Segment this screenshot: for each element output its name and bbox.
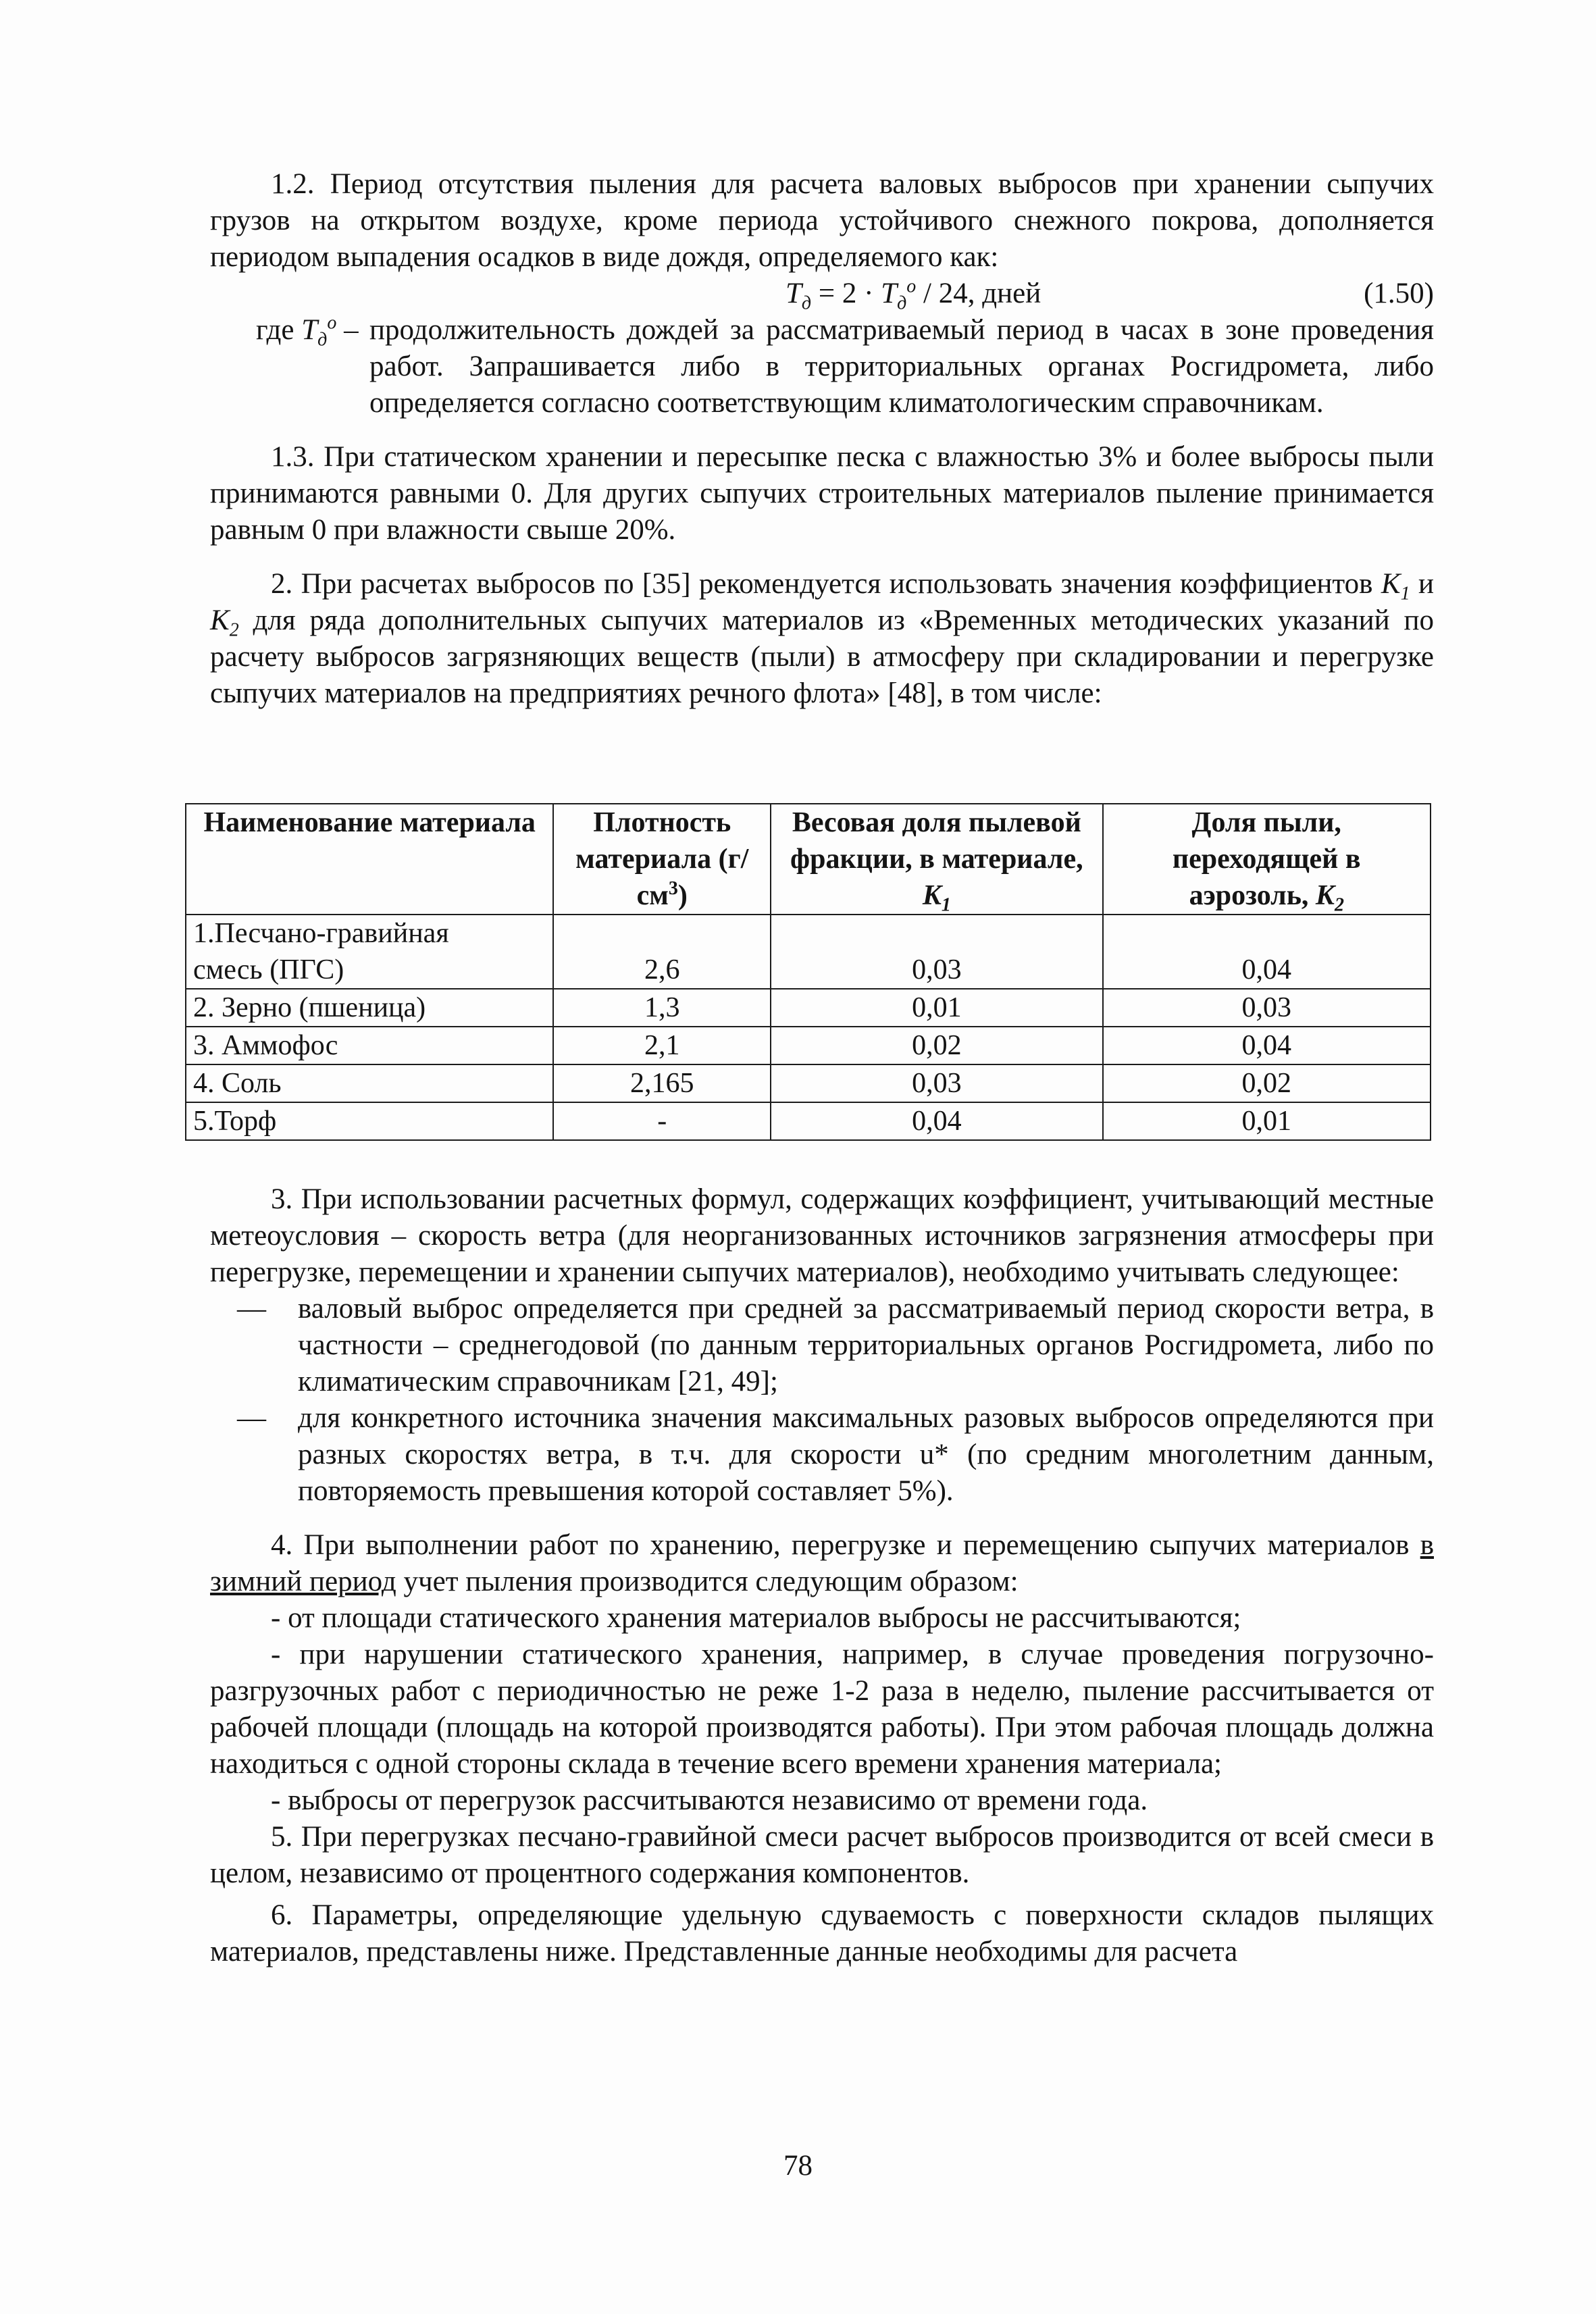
header-density bbox=[553, 804, 771, 915]
p4-text-b: учет пыления производится следующим образом: bbox=[396, 1566, 1019, 1597]
header-k2-symbol: K bbox=[1315, 880, 1335, 911]
paragraph-4 bbox=[210, 1527, 1434, 1600]
formula-mid: = 2 · bbox=[811, 278, 881, 309]
paragraph-3: 3. При использовании расчетных формул, содержащих коэффициент, учитывающий местные метеоусловия – скорость ветра (для неорганизованных источников загрязнения атмосферы при перегрузке, перемещении и хранении сыпучих материалов), необходимо учитывать следующее: bbox=[210, 1183, 1434, 1288]
spacer bbox=[210, 1141, 1434, 1181]
formula-expression bbox=[786, 276, 1041, 312]
materials-table bbox=[185, 803, 1431, 1141]
cell-name: 2. Зерно (пшеница) bbox=[186, 989, 553, 1027]
header-density-text: Плотность материала (г/см bbox=[575, 807, 749, 911]
p4-text-a: 4. При выполнении работ по хранению, перегрузке и перемещению сыпучих материалов bbox=[271, 1529, 1420, 1561]
table-row bbox=[186, 1027, 1431, 1064]
formula-tail: / 24, дней bbox=[916, 278, 1041, 309]
where-clause bbox=[210, 312, 1434, 421]
cell-density: 1,3 bbox=[553, 989, 771, 1027]
spacer bbox=[210, 421, 1434, 439]
header-material-name: Наименование материала bbox=[186, 804, 553, 915]
header-density-close: ) bbox=[677, 880, 688, 911]
table-row bbox=[186, 915, 1431, 989]
where-prefix: где bbox=[256, 314, 302, 346]
cell-density: 2,1 bbox=[553, 1027, 771, 1064]
header-k2-sub: 2 bbox=[1334, 894, 1344, 916]
cell-name: 4. Соль bbox=[186, 1064, 553, 1102]
cell-name: 5.Торф bbox=[186, 1102, 553, 1140]
table-row bbox=[186, 989, 1431, 1027]
where-symbol-sup: o bbox=[327, 312, 337, 334]
bullet-dash: — bbox=[237, 1402, 266, 1434]
header-k1 bbox=[771, 804, 1102, 915]
cell-density: 2,165 bbox=[553, 1064, 771, 1102]
page-number: 78 bbox=[783, 2150, 813, 2182]
header-k2 bbox=[1103, 804, 1431, 915]
header-k2-text: Доля пыли, переходящей в аэрозоль, bbox=[1172, 807, 1361, 911]
formula-lhs: T bbox=[786, 278, 802, 309]
paragraph-4-item-2: - при нарушении статического хранения, например, в случае проведения погрузочно-разгрузочных работ с периодичностью не реже 1-2 раза в неделю, пыление рассчитывается от рабочей площади (площадь на которой производятся работы). При этом рабочая площадь должна находиться с одной стороны склада в течение всего времени хранения материала; bbox=[210, 1639, 1434, 1780]
p2-text-a: 2. При расчетах выбросов по [35] рекомендуется использовать значения коэффициентов bbox=[271, 568, 1381, 600]
p2-and: и bbox=[1410, 568, 1434, 600]
where-label bbox=[210, 312, 369, 421]
header-density-sup: 3 bbox=[668, 878, 678, 899]
paragraph-4-item-1: - от площади статического хранения материалов выбросы не рассчитываются; bbox=[271, 1602, 1241, 1634]
formula-rhs-sub: д bbox=[897, 292, 907, 314]
cell-k2: 0,04 bbox=[1103, 915, 1431, 989]
cell-density: - bbox=[553, 1102, 771, 1140]
p2-k1-sub: 1 bbox=[1400, 583, 1410, 605]
cell-name bbox=[186, 915, 553, 989]
paragraph-1-2: 1.2. Период отсутствия пыления для расчета валовых выбросов при хранении сыпучих грузов на открытом воздухе, кроме периода устойчивого снежного покрова, дополняется периодом выпадения осадков в виде дождя, определяемого как: bbox=[210, 168, 1434, 273]
formula-rhs-sup: o bbox=[906, 276, 917, 297]
paragraph-4-item-3: - выбросы от перегрузок рассчитываются независимо от времени года. bbox=[271, 1784, 1148, 1816]
p4-underlined: в зимний период bbox=[210, 1529, 1434, 1597]
table-row bbox=[186, 1064, 1431, 1102]
bullet-text-1: валовый выброс определяется при средней за рассматриваемый период скорости ветра, в частности – среднегодовой (по данным территориальных органов Росгидромета, либо по климатическим справочникам [21, 49]; bbox=[298, 1293, 1434, 1397]
bullet-item bbox=[210, 1400, 1434, 1510]
formula-number: (1.50) bbox=[1364, 278, 1434, 309]
bullet-text-2: для конкретного источника значения максимальных разовых выбросов определяются при разных скоростях ветра, в т.ч. для скорости u* (по средним многолетним данным, повторяемость превышения которой составляет 5%). bbox=[298, 1402, 1434, 1507]
cell-name-line2: смесь (ПГС) bbox=[193, 954, 344, 985]
where-symbol-sub: д bbox=[317, 329, 328, 351]
where-text: продолжительность дождей за рассматриваемый период в часах в зоне проведения работ. Запрашивается либо в территориальных органах Росгидромета, либо определяется согласно соответствующим климатологическим справочникам. bbox=[369, 314, 1434, 419]
cell-k1: 0,04 bbox=[771, 1102, 1102, 1140]
where-suffix: – bbox=[336, 314, 359, 346]
paragraph-6: 6. Параметры, определяющие удельную сдуваемость с поверхности складов пылящих материалов, представлены ниже. Представленные данные необходимы для расчета bbox=[210, 1899, 1434, 1968]
table-header-row bbox=[186, 804, 1431, 915]
cell-k1: 0,01 bbox=[771, 989, 1102, 1027]
header-k1-text: Весовая доля пылевой фракции, в материале, bbox=[790, 807, 1083, 875]
cell-k1: 0,03 bbox=[771, 1064, 1102, 1102]
cell-k2: 0,03 bbox=[1103, 989, 1431, 1027]
paragraph-2 bbox=[210, 566, 1434, 712]
p2-text-b: для ряда дополнительных сыпучих материалов из «Временных методических указаний по расчету выбросов загрязняющих веществ (пыли) в атмосферу при складировании и перегрузке сыпучих материалов на предприятиях речного флота» [48], в том числе: bbox=[210, 605, 1434, 709]
cell-name-line1: 1.Песчано-гравийная bbox=[193, 918, 449, 949]
spacer bbox=[210, 548, 1434, 566]
cell-name: 3. Аммофос bbox=[186, 1027, 553, 1064]
cell-k2: 0,02 bbox=[1103, 1064, 1431, 1102]
spacer bbox=[210, 712, 1434, 803]
cell-k2: 0,01 bbox=[1103, 1102, 1431, 1140]
formula-rhs: T bbox=[881, 278, 898, 309]
cell-k1: 0,03 bbox=[771, 915, 1102, 989]
cell-k2: 0,04 bbox=[1103, 1027, 1431, 1064]
cell-k1: 0,02 bbox=[771, 1027, 1102, 1064]
formula-1-50 bbox=[210, 276, 1434, 312]
paragraph-5: 5. При перегрузках песчано-гравийной смеси расчет выбросов производится от всей смеси в целом, независимо от процентного содержания компонентов. bbox=[210, 1821, 1434, 1889]
p2-k1: K bbox=[1381, 568, 1401, 600]
header-k1-symbol: K bbox=[922, 880, 942, 911]
bullet-item bbox=[210, 1291, 1434, 1400]
where-symbol: T bbox=[301, 314, 318, 346]
p2-k2: K bbox=[210, 605, 230, 636]
formula-lhs-sub: д bbox=[801, 292, 812, 314]
table-row bbox=[186, 1102, 1431, 1140]
p2-k2-sub: 2 bbox=[229, 619, 239, 641]
cell-density: 2,6 bbox=[553, 915, 771, 989]
spacer bbox=[210, 1510, 1434, 1527]
page-body bbox=[193, 166, 1434, 1970]
bullet-dash: — bbox=[237, 1293, 266, 1325]
paragraph-1-3: 1.3. При статическом хранении и пересыпке песка с влажностью 3% и более выбросы пыли принимаются равными 0. Для других сыпучих строительных материалов пыление принимается равным 0 при влажности свыше 20%. bbox=[210, 441, 1434, 546]
header-k1-sub: 1 bbox=[941, 894, 951, 916]
